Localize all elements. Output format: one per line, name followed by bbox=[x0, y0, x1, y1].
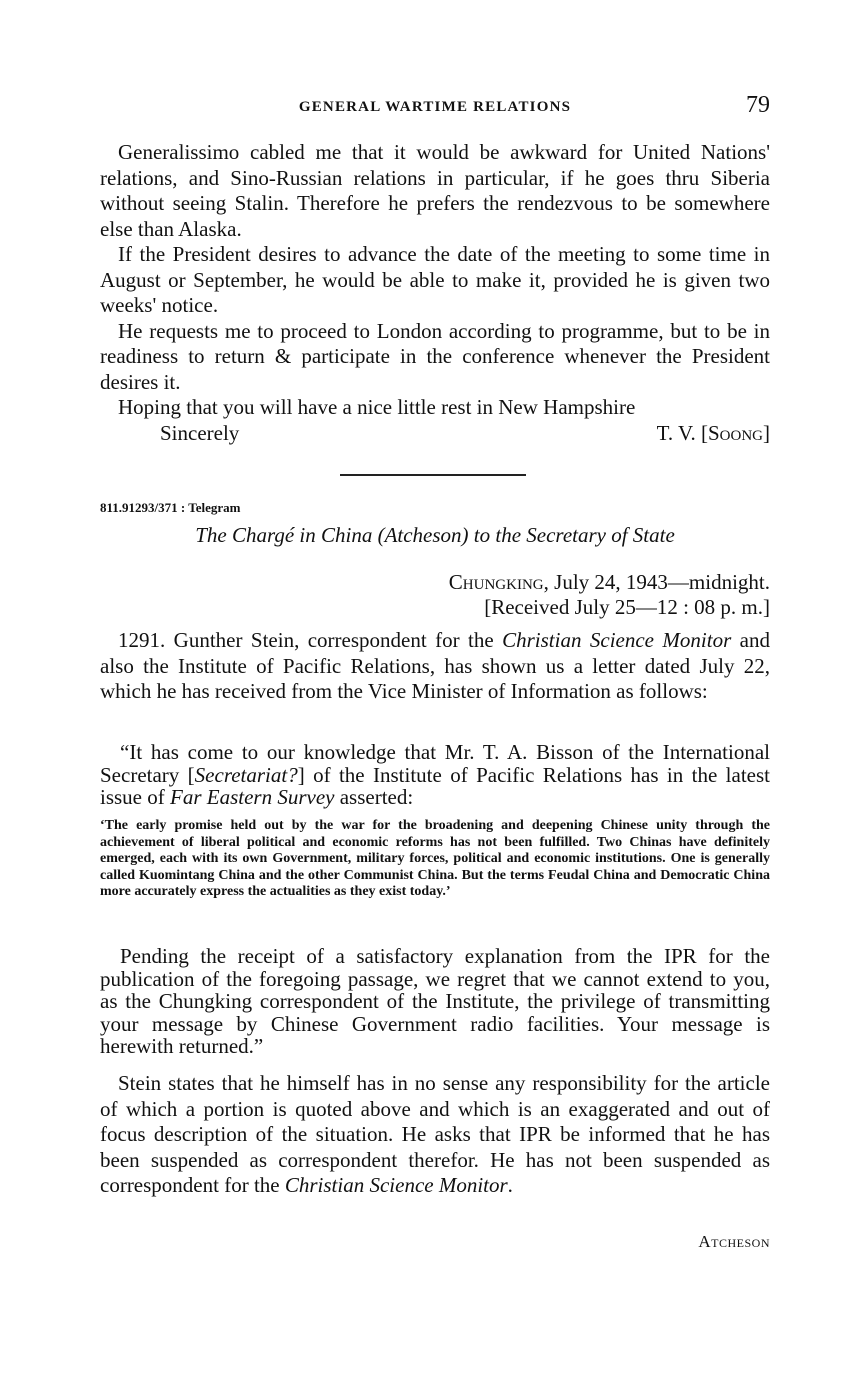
letter-paragraph: Hoping that you will have a nice little rest in New Hampshire bbox=[118, 395, 636, 419]
section-divider bbox=[340, 474, 526, 476]
telegram-signature: Atcheson bbox=[698, 1232, 770, 1251]
document-title: The Chargé in China (Atcheson) to the Secretary of State bbox=[195, 523, 675, 547]
quoted-letter bbox=[100, 741, 770, 809]
page-header bbox=[100, 92, 770, 124]
letter-body bbox=[100, 140, 770, 447]
letter-signature: T. V. [Soong] bbox=[656, 420, 770, 445]
running-head: GENERAL WARTIME RELATIONS bbox=[298, 99, 572, 115]
letter-paragraph: Generalissimo cabled me that it would be awkward for United Nations' relations, and Sino-Russian relations in particular, if he goes thru Siberia without seeing Stalin. Therefore he prefers the rendezvous to be somewhere else than Alaska. bbox=[100, 140, 770, 241]
quote-closing: Pending the receipt of a satisfactory explanation from the IPR for the publication of the foregoing passage, we regret that we cannot extend to you, as the Chungking correspondent of the Institute, the privilege of transmitting your message by Chinese Government radio facilities. Your message is herewith returned.” bbox=[100, 944, 770, 1058]
letter-closing: Sincerely bbox=[160, 420, 240, 445]
letter-paragraph: If the President desires to advance the date of the meeting to some time in August or September, he would be able to make it, provided he is given two weeks' notice. bbox=[100, 242, 770, 317]
final-paragraph: Stein states that he himself has in no sense any responsibility for the article of which a portion is quoted above and which is an exaggerated and out of focus description of the situation. He asks that IPR be informed that he has been suspended as correspondent therefor. He has not been suspended as correspondent for the Christian Science Monitor. bbox=[100, 1071, 770, 1197]
opening-paragraph: 1291. Gunther Stein, correspondent for the Christian Science Monitor and also the Institute of Pacific Relations, has shown us a letter dated July 22, which he has received from the Vice Minister of Information as follows: bbox=[100, 628, 770, 703]
document-title-block bbox=[100, 523, 770, 548]
inner-quotation-block bbox=[100, 818, 770, 901]
quote-intro: “It has come to our knowledge that Mr. T. A. Bisson of the International Secretary [Secretariat?] of the Institute of Pacific Relations has in the latest issue of Far Eastern Survey asserted: bbox=[100, 740, 770, 809]
dateline: Chungking, July 24, 1943—midnight. bbox=[448, 570, 770, 594]
file-reference-block bbox=[100, 500, 770, 516]
file-reference: 811.91293/371 : Telegram bbox=[100, 500, 241, 515]
inner-quotation: ‘The early promise held out by the war for the broadening and deepening Chinese unity through the achievement of liberal political and economic reforms has not been fulfilled. Two Chinas have definitely emerged, each with its own Government, military forces, political and economic institutions. One is generally called Kuomintang China and the other Communist China. But the terms Feudal China and Democratic China more accurately express the actualities as they exist today.’ bbox=[100, 818, 770, 899]
letter-signature-line bbox=[100, 421, 770, 447]
received-line: [Received July 25—12 : 08 p. m.] bbox=[484, 595, 770, 619]
final-paragraph-block bbox=[100, 1071, 770, 1199]
quote-closing-block bbox=[100, 945, 770, 1058]
telegram-opening bbox=[100, 628, 770, 705]
dateline-block bbox=[100, 570, 770, 620]
letter-paragraph: He requests me to proceed to London according to programme, but to be in readiness to return & participate in the conference whenever the President desires it. bbox=[100, 318, 770, 394]
page-number: 79 bbox=[746, 92, 770, 118]
